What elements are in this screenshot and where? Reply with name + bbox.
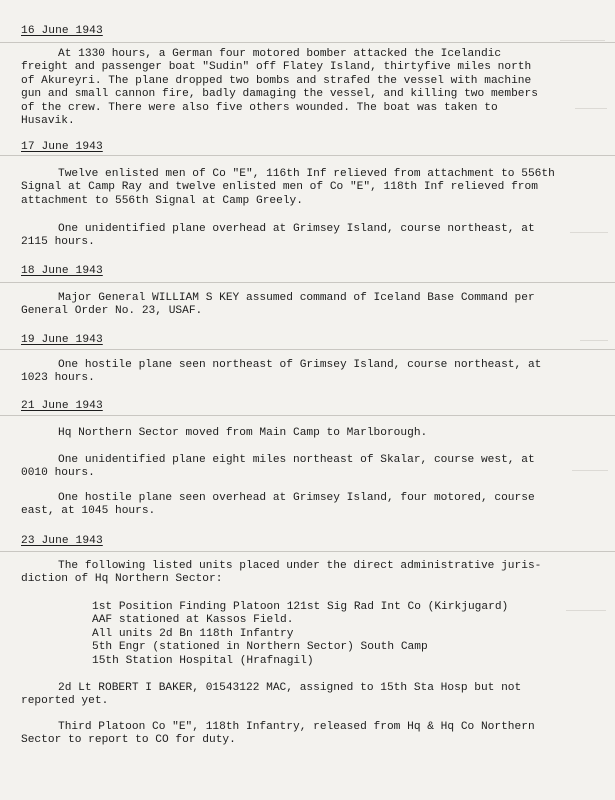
show-through-mark bbox=[560, 40, 605, 41]
entry-paragraph: 2d Lt ROBERT I BAKER, 01543122 MAC, assigned to 15th Sta Hosp but not reported yet. bbox=[21, 682, 522, 708]
section-divider bbox=[0, 551, 615, 552]
show-through-mark bbox=[572, 470, 608, 471]
entry-date: 23 June 1943 bbox=[21, 535, 103, 547]
entry-paragraph: One hostile plane seen overhead at Grimsey Island, four motored, course east, at 1045 hours. bbox=[21, 492, 535, 518]
show-through-mark bbox=[566, 610, 606, 611]
entry-paragraph: One hostile plane seen northeast of Grimsey Island, course northeast, at 1023 hours. bbox=[21, 359, 542, 385]
entry-date: 19 June 1943 bbox=[21, 334, 103, 346]
entry-paragraph: Major General WILLIAM S KEY assumed command of Iceland Base Command per General Order No. 23, USAF. bbox=[21, 292, 535, 318]
unit-list bbox=[92, 601, 532, 668]
entry-paragraph: One unidentified plane eight miles northeast of Skalar, course west, at 0010 hours. bbox=[21, 454, 535, 480]
section-divider bbox=[0, 42, 615, 43]
entry-date: 21 June 1943 bbox=[21, 400, 103, 412]
show-through-mark bbox=[580, 340, 608, 341]
show-through-mark bbox=[575, 108, 607, 109]
unit-list-item: All units 2d Bn 118th Infantry bbox=[92, 627, 294, 640]
section-divider bbox=[0, 349, 615, 350]
entry-date: 18 June 1943 bbox=[21, 265, 103, 277]
unit-list-item: AAF stationed at Kassos Field. bbox=[92, 614, 294, 627]
entry-date: 16 June 1943 bbox=[21, 25, 103, 37]
entry-paragraph: The following listed units placed under the direct administrative juris- diction of Hq Northern Sector: bbox=[21, 560, 542, 586]
entry-paragraph: Hq Northern Sector moved from Main Camp to Marlborough. bbox=[58, 427, 428, 439]
entry-paragraph: Third Platoon Co "E", 118th Infantry, released from Hq & Hq Co Northern Sector to report to CO for duty. bbox=[21, 721, 535, 747]
entry-date: 17 June 1943 bbox=[21, 141, 103, 153]
section-divider bbox=[0, 282, 615, 283]
entry-paragraph: At 1330 hours, a German four motored bomber attacked the Icelandic freight and passenger boat "Sudin" off Flatey Island, thirtyfive miles north of Akureyri. The plane dropped two bombs and strafed the vessel with machine gun and small cannon fire, badly damaging the vessel, and killing two members of the crew. There were also five others wounded. The boat was taken to Husavik. bbox=[21, 48, 538, 128]
unit-list-item: 15th Station Hospital (Hrafnagil) bbox=[92, 654, 314, 667]
entry-paragraph: Twelve enlisted men of Co "E", 116th Inf relieved from attachment to 556th Signal at Camp Ray and twelve enlisted men of Co "E", 118th Inf relieved from attachment to 556th Signal at Camp Greely. bbox=[21, 168, 555, 207]
entry-paragraph: One unidentified plane overhead at Grimsey Island, course northeast, at 2115 hours. bbox=[21, 223, 535, 249]
section-divider bbox=[0, 415, 615, 416]
unit-list-item: 5th Engr (stationed in Northern Sector) South Camp bbox=[92, 641, 428, 654]
show-through-mark bbox=[570, 232, 608, 233]
unit-list-item: 1st Position Finding Platoon 121st Sig Rad Int Co (Kirkjugard) bbox=[92, 601, 509, 613]
section-divider bbox=[0, 155, 615, 156]
